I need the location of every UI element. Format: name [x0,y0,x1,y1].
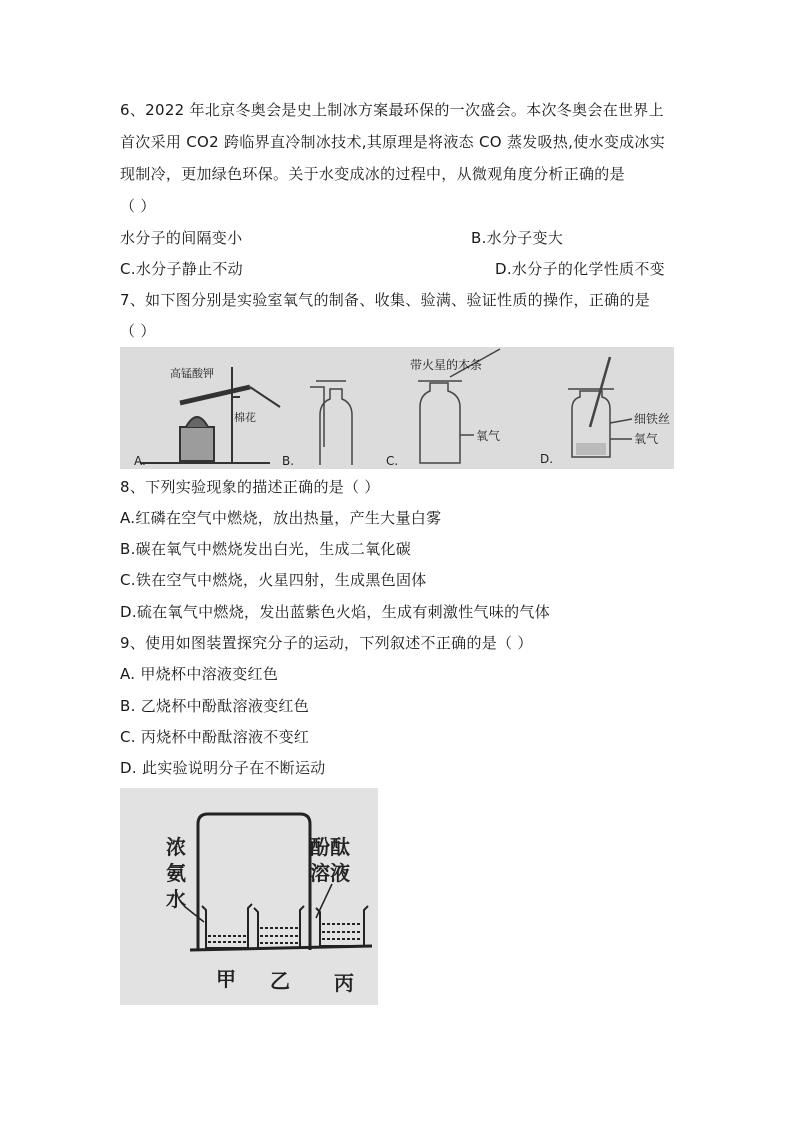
label-a: A. [134,454,146,468]
large-beaker [198,814,310,950]
phenol-pointer [316,884,332,918]
q9-option-a: A. 甲烧杯中溶液变红色 [120,665,279,683]
q8-option-d: D.硫在氧气中燃烧，发出蓝紫色火焰，生成有刺激性气味的气体 [120,603,551,621]
q9-figure-svg [120,788,378,1005]
q6-option-a: 水分子的间隔变小 [120,229,243,247]
q8-option-a: A.红磷在空气中燃烧，放出热量，产生大量白雾 [120,509,442,527]
q6-option-b: B.水分子变大 [471,229,564,247]
q9-option-d: D. 此实验说明分子在不断运动 [120,759,326,777]
q6-stem-line2: 首次采用 CO2 跨临界直冷制冰技术,其原理是将液态 CO 蒸发吸热,使水变成冰实 [120,133,666,151]
q9-option-b: B. 乙烧杯中酚酞溶液变红色 [120,697,310,715]
apparatus-b [310,381,352,465]
phenol-label-1: 酚酞 [310,835,350,859]
q6-stem-line1: 6、2022 年北京冬奥会是史上制冰方案最环保的一次盛会。本次冬奥会在世界上 [120,101,664,119]
label-bing: 丙 [334,971,354,995]
kmno4-label: 高锰酸钾 [170,367,214,380]
oxygen-c-label: 氧气 [476,429,501,443]
apparatus-a [140,367,280,463]
beaker-jia [202,904,252,948]
q6-option-c: C.水分子静止不动 [120,260,243,278]
q7-figure-svg [120,347,674,469]
q6-answer-blank: （ ） [120,197,156,215]
label-b: B. [282,454,295,468]
beaker-bing [316,906,368,946]
q9-molecule-figure [120,788,378,1005]
iron-wire-label: 细铁丝 [634,412,671,426]
q7-apparatus-figure [120,347,674,469]
cotton-label: 棉花 [234,411,256,424]
ammonia-pointer [184,906,204,922]
beaker-yi [254,906,304,948]
q6-stem-line3: 现制冷，更加绿色环保。关于水变成冰的过程中，从微观角度分析正确的是 [120,165,625,183]
label-d: D. [540,452,554,466]
ammonia-char-2: 氨 [166,861,186,885]
q8-option-c: C.铁在空气中燃烧，火星四射，生成黑色固体 [120,571,427,589]
apparatus-d [568,357,632,457]
phenol-label-2: 溶液 [310,861,350,885]
oxygen-d-label: 氧气 [634,432,659,446]
q6-option-d: D.水分子的化学性质不变 [495,260,665,278]
q7-answer-blank: （ ） [120,322,156,340]
q8-option-b: B.碳在氧气中燃烧发出白光，生成二氧化碳 [120,540,412,558]
label-c: C. [386,454,399,468]
splint-label: 带火星的木条 [410,358,483,372]
q7-stem: 7、如下图分别是实验室氧气的制备、收集、验满、验证性质的操作，正确的是 [120,291,651,309]
ammonia-char-1: 浓 [166,835,186,859]
ammonia-char-3: 水 [166,887,186,911]
label-yi: 乙 [270,969,290,993]
q9-option-c: C. 丙烧杯中酚酞溶液不变红 [120,728,310,746]
q9-stem: 9、使用如图装置探究分子的运动，下列叙述不正确的是（ ） [120,634,533,652]
q8-stem: 8、下列实验现象的描述正确的是（ ） [120,478,380,496]
label-jia: 甲 [216,967,236,991]
